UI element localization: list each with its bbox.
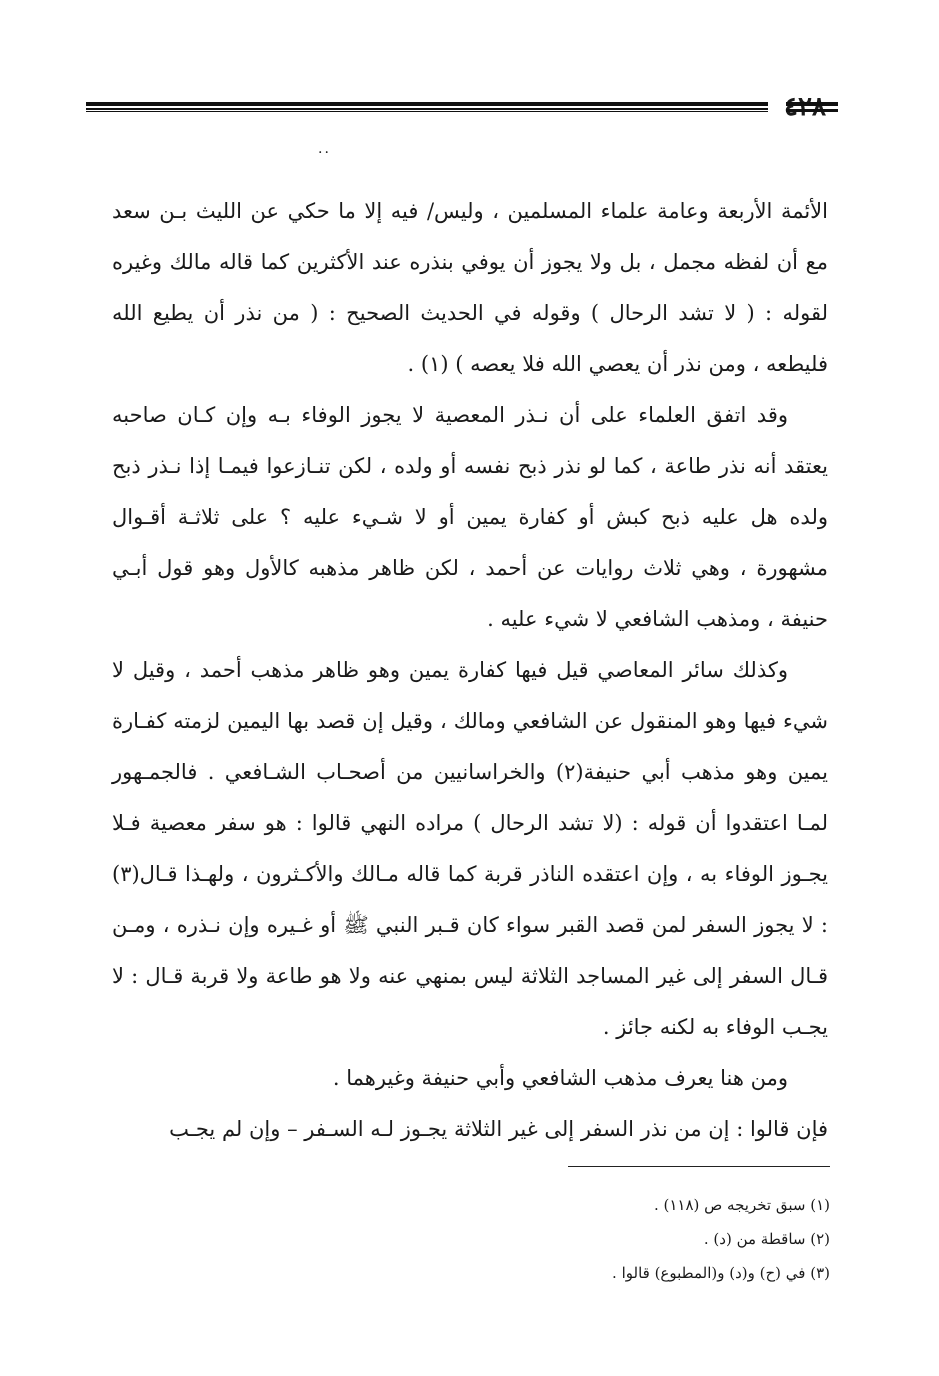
page-number: ٤٢٨ — [784, 92, 826, 122]
paragraph-1: الأئمة الأربعة وعامة علماء المسلمين ، وليس/ فيه إلا ما حكي عن الليث بـن سعد مع أن لفظه مجمل ، بل ولا يجوز أن يوفي بنذره عند الأكثرين كما قاله مالك وغيره لقوله : ( لا تشد الرحال ) وقوله في الحديث الصحيح : ( من نذر أن يطيع الله فليطعه ، ومن نذر أن يعصي الله فلا يعصه ) (١) . — [112, 199, 828, 376]
footnote-1: (١) سبق تخريجه ص (١١٨) . — [653, 1196, 830, 1214]
header-rule-end — [786, 102, 838, 112]
paragraph-3: وكذلك سائر المعاصي قيل فيها كفارة يمين وهو ظاهر مذهب أحمد ، وقيل لا شيء فيها وهو المنقول عن الشافعي ومالك ، وقيل إن قصد بها اليمين لزمته كفـارة يمين وهو مذهب أبي حنيفة(٢) والخراسانيين من أصحـاب الشـافعي . فالجمـهور لمـا اعتقدوا أن قوله : (لا تشد الرحال ) مراده النهي قالوا : هو سفر معصية فـلا يجـوز الوفاء به ، وإن اعتقده الناذر قربة كما قاله مـالك والأكـثرون ، ولهـذا قـال(٣) : لا يجوز السفر لمن قصد القبر سواء كان قـبر النبي ﷺ أو غـيره وإن نـذره ، ومـن قـال السفر إلى غير المساجد الثلاثة ليس بمنهي عنه ولا هو طاعة ولا قربة قـال : لا يجـب الوفاء به لكنه جائز . — [112, 658, 828, 1039]
header-rule-main — [86, 102, 768, 110]
paragraph-4: ومن هنا يعرف مذهب الشافعي وأبي حنيفة وغيرهما . — [332, 1066, 788, 1090]
paragraph-2: وقد اتفق العلماء على أن نـذر المعصية لا يجوز الوفاء بـه وإن كـان صاحبه يعتقد أنه نذر طاعة ، كما لو نذر ذبح نفسه أو ولده ، لكن تنـازعوا فيمـا إذا نـذر ذبح ولده هل عليه ذبح كبش أو كفارة يمين أو لا شـيء عليه ؟ على ثلاثـة أقـوال مشهورة ، وهي ثلاث روايات عن أحمد ، لكن ظاهر مذهبه كالأول وهو قول أبـي حنيفة ، ومذهب الشافعي لا شيء عليه . — [112, 403, 828, 631]
footnote-separator — [568, 1166, 830, 1167]
footnote-2: (٢) ساقطة من (د) . — [703, 1230, 830, 1248]
footnotes — [450, 1188, 830, 1290]
paragraph-5: فإن قالوا : إن من نذر السفر إلى غير الثلاثة يجـوز لـه السـفر – وإن لم يجـب — [169, 1117, 828, 1141]
footnote-3: (٣) في (ح) و(د) و(المطبوع) قالوا . — [612, 1264, 830, 1282]
top-marks: .. — [318, 141, 331, 157]
page-header — [86, 92, 838, 122]
header-rule-thin — [86, 111, 768, 112]
main-text — [112, 186, 828, 1155]
